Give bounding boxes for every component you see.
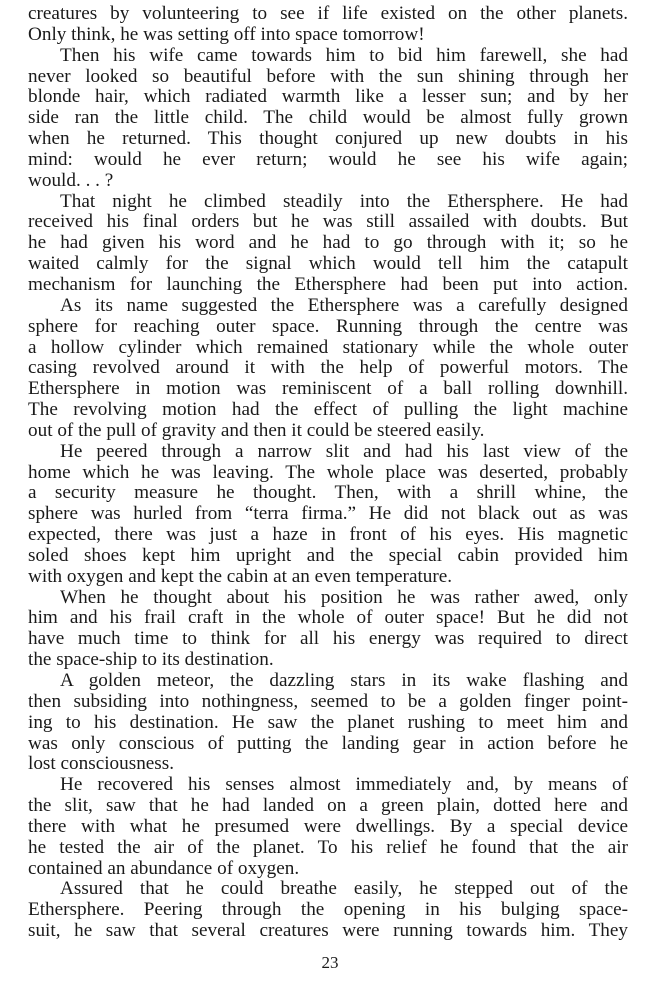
text-line: He recovered his senses almost immediately and, by means of (60, 774, 628, 796)
text-line: when he returned. This thought conjured up new doubts in his (28, 128, 628, 150)
text-line: The revolving motion had the effect of pulling the light machine (28, 399, 628, 421)
text-line: a security measure he thought. Then, with a shrill whine, the (28, 482, 628, 504)
text-line: mind: would he ever return; would he see his wife again; (28, 148, 628, 170)
text-line: Ethersphere. Peering through the opening in his bulging space- (28, 899, 628, 921)
text-line: That night he climbed steadily into the Ethersphere. He had (60, 190, 628, 212)
text-line: home which he was leaving. The whole place was deserted, probably (28, 461, 628, 483)
text-line: blonde hair, which radiated warmth like a lesser sun; and by her (28, 86, 628, 108)
text-line: He peered through a narrow slit and had his last view of the (60, 440, 628, 462)
text-line: with oxygen and kept the cabin at an even temperature. (28, 565, 453, 587)
text-line: Then his wife came towards him to bid him farewell, she had (60, 44, 628, 66)
text-line: have much time to think for all his energy was required to direct (28, 628, 628, 650)
text-line: never looked so beautiful before with the sun shining through her (28, 65, 628, 87)
text-line: there with what he presumed were dwellings. By a special device (28, 815, 628, 837)
text-line: When he thought about his position he was rather awed, only (60, 586, 628, 608)
text-line: the space-ship to its destination. (28, 649, 274, 671)
text-line: creatures by volunteering to see if life existed on the other planets. (28, 3, 628, 24)
text-line: A golden meteor, the dazzling stars in its wake flashing and (60, 670, 628, 691)
text-line: received his final orders but he was still assailed with doubts. But (28, 211, 628, 233)
text-line: he tested the air of the planet. To his relief he found that the air (28, 836, 628, 858)
page-body (28, 4, 628, 942)
text-line: side ran the little child. The child would be almost fully grown (28, 107, 628, 129)
text-line: suit, he saw that several creatures were running towards him. They (28, 920, 628, 942)
text-line: sphere was hurled from “terra firma.” He did not black out as was (28, 503, 628, 525)
text-line: him and his frail craft in the whole of outer space! But he did not (28, 607, 628, 629)
text-line: then subsiding into nothingness, seemed to be a golden finger point- (28, 690, 628, 712)
text-line: mechanism for launching the Ethersphere had been put into action. (28, 273, 628, 295)
text-line: expected, there was just a haze in front of his eyes. His magnetic (28, 524, 628, 546)
text-line: contained an abundance of oxygen. (28, 857, 300, 879)
page-number: 23 (321, 953, 339, 972)
text-line: out of the pull of gravity and then it could be steered easily. (28, 419, 485, 441)
text-line: was only conscious of putting the landing gear in action before he (28, 732, 628, 754)
text-line: the slit, saw that he had landed on a green plain, dotted here and (28, 795, 628, 817)
text-line: casing revolved around it with the help of powerful motors. The (28, 357, 628, 379)
text-line: As its name suggested the Ethersphere was a carefully designed (60, 294, 628, 316)
text-line: Only think, he was setting off into space tomorrow! (28, 23, 425, 45)
text-line: lost consciousness. (28, 753, 175, 775)
text-line: Ethersphere in motion was reminiscent of a ball rolling downhill. (28, 378, 628, 400)
text-line: a hollow cylinder which remained stationary while the whole outer (28, 336, 628, 358)
text-line: would. . . ? (28, 169, 114, 191)
text-line: waited calmly for the signal which would tell him the catapult (28, 253, 628, 275)
text-line: ing to his destination. He saw the planet rushing to meet him and (28, 711, 628, 733)
text-line: he had given his word and he had to go through with it; so he (28, 232, 628, 254)
text-line: soled shoes kept him upright and the special cabin provided him (28, 544, 628, 566)
text-line: sphere for reaching outer space. Running through the centre was (28, 315, 628, 337)
text-line: Assured that he could breathe easily, he stepped out of the (60, 878, 628, 900)
